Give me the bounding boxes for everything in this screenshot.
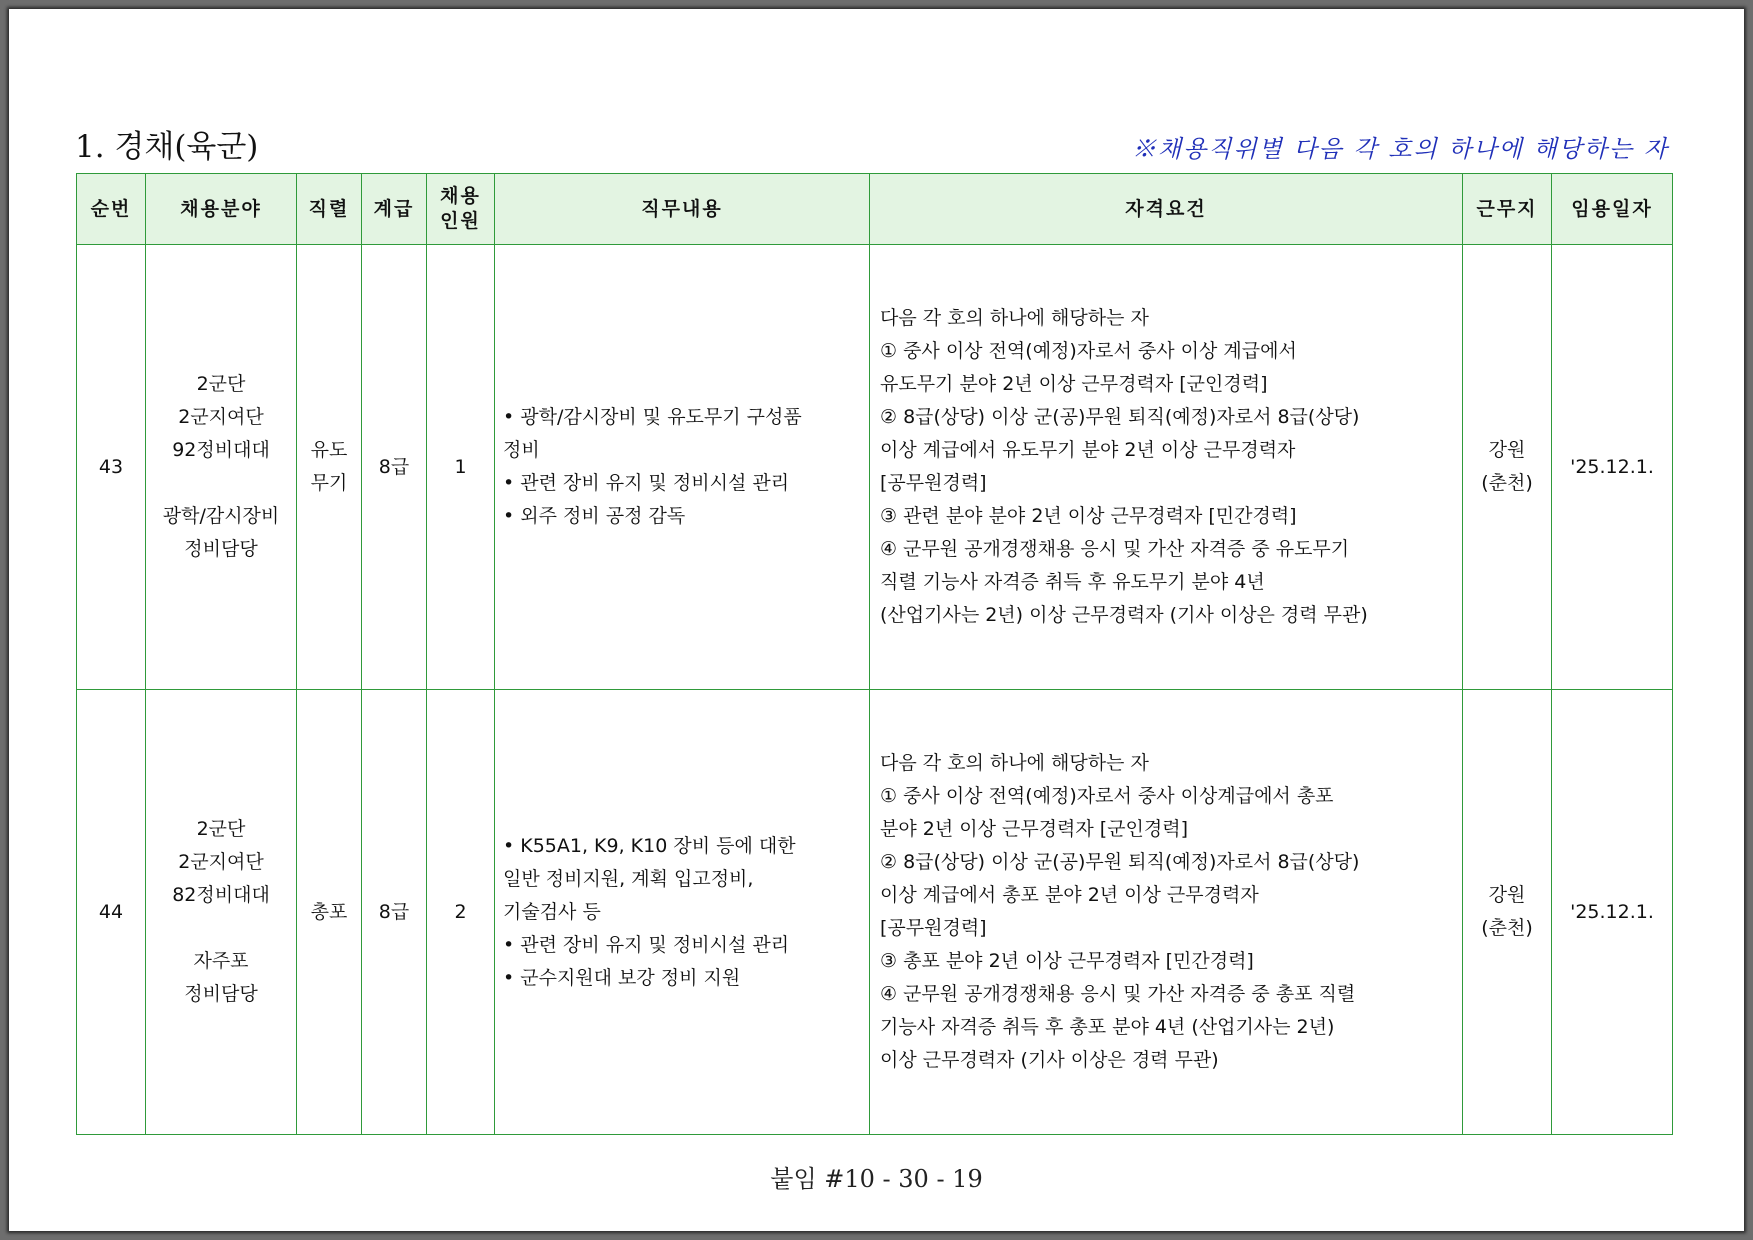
series-line: 무기 [310,472,348,494]
field-line: 광학/감시장비 [162,505,280,527]
req-item: ② 8급(상당) 이상 군(공)무원 퇴직(예정)자로서 8급(상당) 이상 계급에서 유도무기 분야 2년 이상 근무경력자 [공무원경력] [880,406,1360,494]
field-line: 82정비대대 [172,884,270,906]
page-footer: 붙임 #10 - 30 - 19 [770,1165,983,1193]
table-row [77,245,1673,690]
series-line: 유도 [310,439,348,461]
field-line: 92정비대대 [172,439,270,461]
req-item: ① 중사 이상 전역(예정)자로서 중사 이상 계급에서 유도무기 분야 2년 이상 근무경력자 [군인경력] [880,340,1297,395]
cell-requirements [870,245,1463,690]
field-line: 2군단 [196,373,246,395]
cell-grade: 8급 [362,245,427,690]
cell-count: 2 [427,690,495,1135]
series-line: 총포 [310,900,348,923]
cell-location: 강원 (춘천) [1463,245,1552,690]
req-intro: 다음 각 호의 하나에 해당하는 자 [880,307,1149,329]
cell-duty [495,245,870,690]
cell-duty [495,690,870,1135]
field-line: 2군단 [196,818,246,840]
header-location: 근무지 [1463,174,1552,245]
field-line: 정비담당 [184,538,258,560]
header-count [427,174,495,245]
header-series: 직렬 [297,174,362,245]
req-item: ④ 군무원 공개경쟁채용 응시 및 가산 자격증 중 총포 직렬 기능사 자격증 취득 후 총포 분야 4년 (산업기사는 2년) 이상 근무경력자 (기사 이상은 경력 무관) [880,983,1356,1071]
req-item: ③ 관련 분야 분야 2년 이상 근무경력자 [민간경력] [880,505,1297,527]
cell-field [146,245,297,690]
table-row [77,690,1673,1135]
req-item: ③ 총포 분야 2년 이상 근무경력자 [민간경력] [880,950,1254,972]
cell-appointment-date: '25.12.1. [1552,245,1673,690]
cell-field [146,690,297,1135]
cell-series [297,690,362,1135]
header-count-line1: 채용 [440,185,481,207]
section-title: 1. 경채(육군) [75,129,259,165]
req-item: ④ 군무원 공개경쟁채용 응시 및 가산 자격증 중 유도무기 직렬 기능사 자격증 취득 후 유도무기 분야 4년 (산업기사는 2년) 이상 근무경력자 (기사 이상은 경력 무관) [880,538,1368,626]
duty-item: • 관련 장비 유지 및 정비시설 관리 [503,472,790,494]
header-requirements: 자격요건 [870,174,1463,245]
header-appointment-date: 임용일자 [1552,174,1673,245]
header-duty: 직무내용 [495,174,870,245]
req-item: ② 8급(상당) 이상 군(공)무원 퇴직(예정)자로서 8급(상당) 이상 계급에서 총포 분야 2년 이상 근무경력자 [공무원경력] [880,851,1360,939]
header-count-line2: 인원 [440,210,481,232]
cell-no: 44 [77,690,146,1135]
field-line: 자주포 [193,950,249,972]
header-no: 순번 [77,174,146,245]
cell-appointment-date: '25.12.1. [1552,690,1673,1135]
document-page [9,9,1744,1231]
field-line: 2군지여단 [178,406,264,428]
duty-item: • 관련 장비 유지 및 정비시설 관리 [503,933,790,956]
eligibility-note: ※채용직위별 다음 각 호의 하나에 해당하는 자 [1131,135,1669,163]
duty-item: • 광학/감시장비 및 유도무기 구성품 정비 [503,406,802,461]
recruitment-table [76,173,1673,1135]
req-item: ① 중사 이상 전역(예정)자로서 중사 이상계급에서 총포 분야 2년 이상 근무경력자 [군인경력] [880,785,1334,840]
header-row [77,174,1673,245]
cell-requirements [870,690,1463,1135]
duty-item: • 외주 정비 공정 감독 [503,505,686,527]
cell-no: 43 [77,245,146,690]
cell-count: 1 [427,245,495,690]
header-grade: 계급 [362,174,427,245]
req-intro: 다음 각 호의 하나에 해당하는 자 [880,752,1149,774]
header-field: 채용분야 [146,174,297,245]
cell-series [297,245,362,690]
field-line: 2군지여단 [178,851,264,873]
cell-location: 강원 (춘천) [1463,690,1552,1135]
field-line: 정비담당 [184,983,258,1005]
duty-item: • K55A1, K9, K10 장비 등에 대한 일반 정비지원, 계획 입고정비, 기술검사 등 [503,834,796,923]
cell-grade: 8급 [362,690,427,1135]
duty-item: • 군수지원대 보강 정비 지원 [503,966,741,989]
